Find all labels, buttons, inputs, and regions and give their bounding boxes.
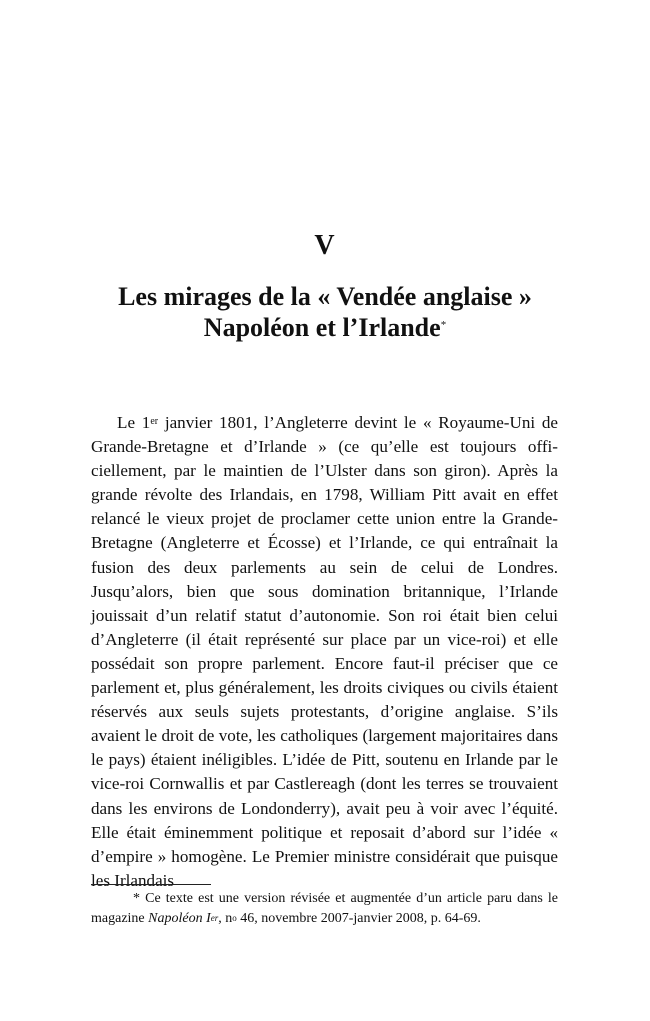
footnote-number-superscript: o <box>232 913 237 923</box>
body-text <box>91 411 558 893</box>
footnote-text-a: Ce texte est une version révisée et augmentée d’un article paru dans le magazine <box>91 891 558 926</box>
paragraph-lead: Le 1 <box>117 413 151 432</box>
footnote <box>91 889 558 929</box>
paragraph-text: janvier 1801, l’Angleterre devint le « Royaume-Uni de Grande-Bretagne et d’Irlande » (ce qu’elle est toujours officiellement, par le maintien de l’Ulster dans son giron). Après la grande révolte des Irlandais, en 1798, William Pitt avait en effet relancé le vieux projet de proclamer cette union entre la Grande-Bretagne (Angleterre et Écosse) et l’Irlande, ce qui entraînait la fusion des deux parlements au sein de celui de Londres. Jusqu’alors, bien que sous domination britannique, l’Irlande jouissait d’un relatif statut d’autonomie. Son roi était bien celui d’Angleterre (il était représenté sur place par un vice-roi) et elle possédait son propre parlement. Encore faut-il préciser que ce parlement et, plus généralement, les droits civiques ou civils étaient réservés aux seuls sujets protestants, d’origine anglaise. S’ils avaient le droit de vote, les catholiques (largement majoritaires dans le pays) étaient inéligibles. L’idée de Pitt, soutenu en Irlande par le vice-roi Cornwallis et par Castlereagh (dont les terres se trouvaient dans les environs de Londonderry), avait peu à voir avec l’équité. Elle était éminemment politique et reposait d’abord sur l’idée « d’empire » homogène. Le Premier ministre considérait que puisque les Irlandais <box>91 413 558 890</box>
chapter-number: V <box>314 230 336 261</box>
footnote-text-b: , n <box>218 911 233 926</box>
ordinal-superscript: er <box>150 416 159 427</box>
footnote-paragraph <box>91 889 558 929</box>
footnote-divider <box>91 884 211 885</box>
footnote-magazine-superscript: er <box>210 913 219 923</box>
chapter-title <box>40 281 610 343</box>
footnote-text-c: 46, novembre 2007-janvier 2008, p. 64-69. <box>236 911 481 926</box>
title-footnote-marker: * <box>440 319 447 331</box>
chapter-title-line-2-text: Napoléon et l’Irlande <box>203 313 441 342</box>
footnote-marker: * <box>133 891 140 906</box>
chapter-title-line-2 <box>40 312 610 343</box>
chapter-title-line-1: Les mirages de la « Vendée anglaise » <box>118 282 532 311</box>
paragraph <box>91 411 558 893</box>
footnote-magazine-title: Napoléon I <box>148 911 211 926</box>
